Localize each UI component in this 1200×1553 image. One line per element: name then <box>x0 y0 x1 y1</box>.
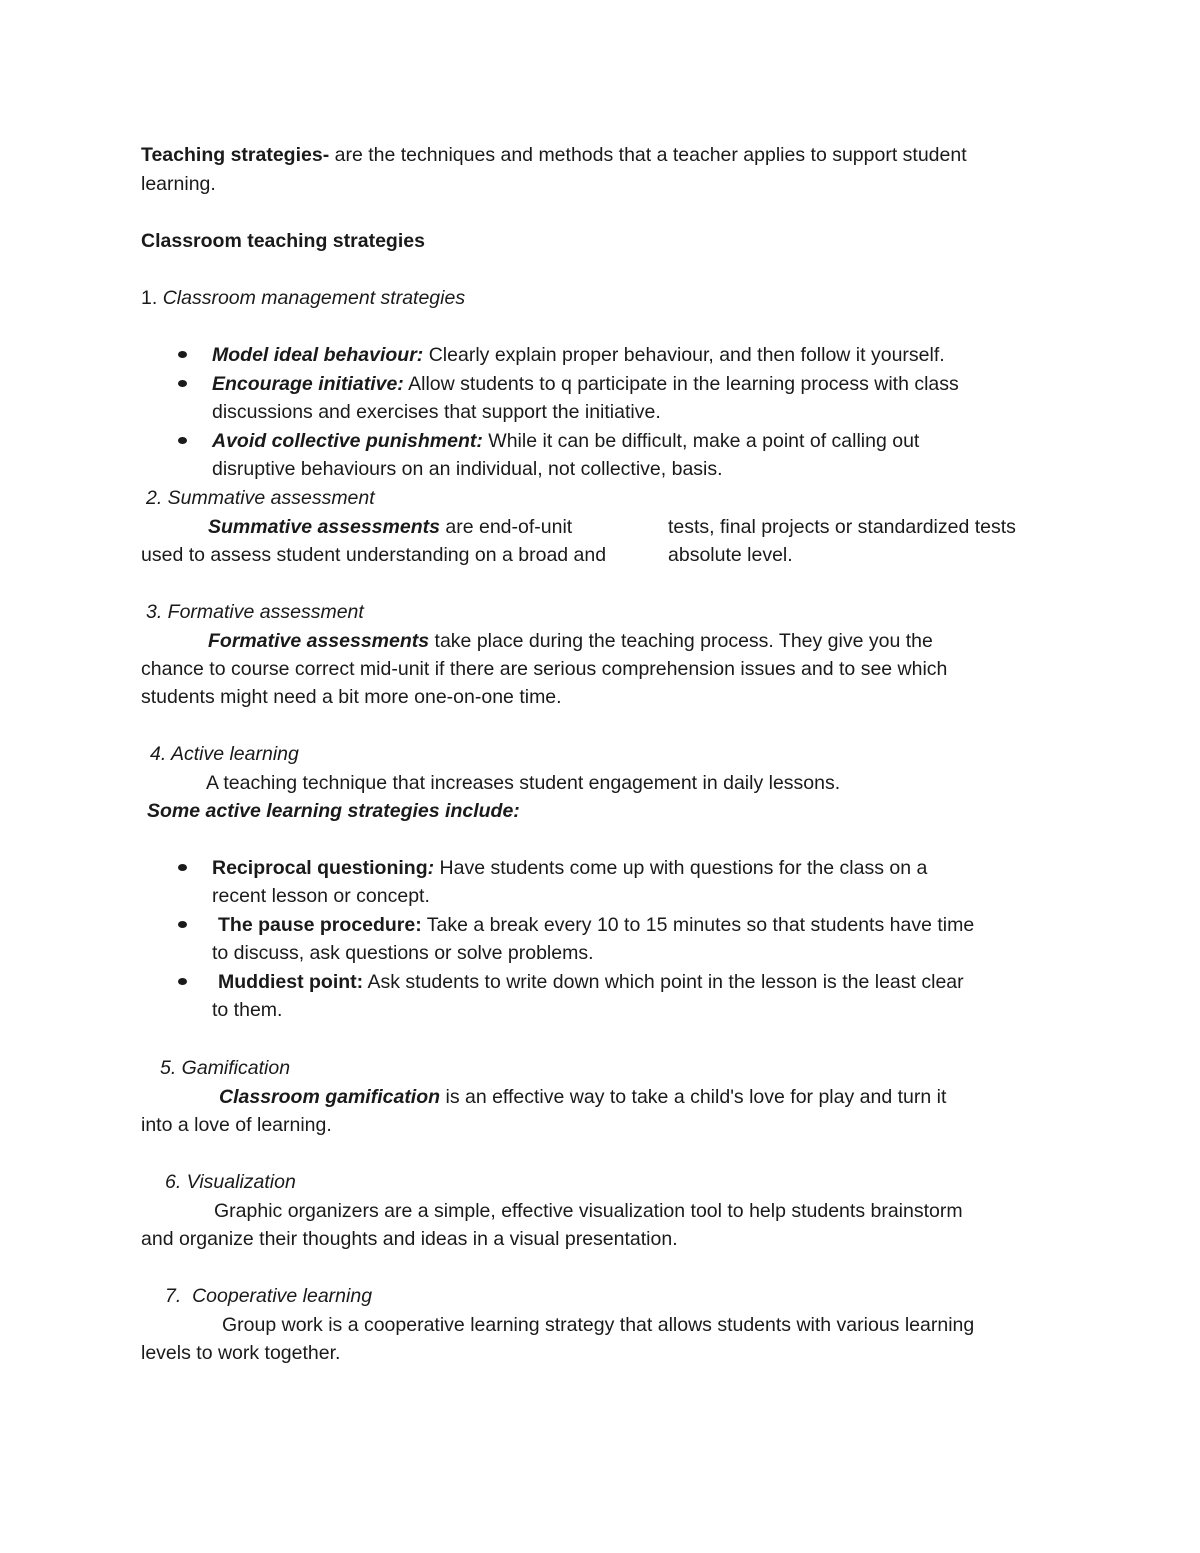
intro-text: are the techniques and methods that a teacher applies to support student <box>329 144 967 166</box>
section-1-title: 1. Classroom management strategies <box>141 287 466 309</box>
summative-line-2: used to assess student understanding on a broad and <box>141 544 607 566</box>
bullet-pause-procedure: The pause procedure: Take a break every 10 to 15 minutes so that students have time <box>218 914 975 936</box>
section-2-title: 2. Summative assessment <box>146 487 375 509</box>
bullet-reciprocal-questioning: Reciprocal questioning: Have students come up with questions for the class on a <box>212 857 928 879</box>
section-5-title: 5. Gamification <box>160 1057 291 1079</box>
bullet-icon <box>178 351 187 358</box>
bullet-model-behaviour: Model ideal behaviour: Clearly explain proper behaviour, and then follow it yourself. <box>212 344 945 366</box>
formative-line-1: Formative assessments take place during the teaching process. They give you the <box>208 630 933 652</box>
bullet-avoid-punishment: Avoid collective punishment: While it can be difficult, make a point of calling out <box>212 430 920 452</box>
formative-line-3: students might need a bit more one-on-one time. <box>141 686 562 708</box>
visualization-line-2: and organize their thoughts and ideas in a visual presentation. <box>141 1228 678 1250</box>
bullet-muddiest-point-cont: to them. <box>212 999 283 1021</box>
cooperative-line-2: levels to work together. <box>141 1342 341 1364</box>
bullet-muddiest-point: Muddiest point: Ask students to write down which point in the lesson is the least clear <box>218 971 964 993</box>
visualization-line-1: Graphic organizers are a simple, effective visualization tool to help students brainstorm <box>214 1200 963 1222</box>
section-heading: Classroom teaching strategies <box>141 230 425 252</box>
intro-term: Teaching strategies- <box>141 144 330 166</box>
summative-line-1: Summative assessments are end-of-unit <box>208 516 573 538</box>
bullet-encourage-initiative: Encourage initiative: Allow students to q participate in the learning process with class <box>212 373 959 395</box>
summative-line-2b: absolute level. <box>668 544 793 566</box>
section-4-title: 4. Active learning <box>150 743 299 765</box>
bullet-encourage-initiative-cont: discussions and exercises that support the initiative. <box>212 401 661 423</box>
cooperative-line-1: Group work is a cooperative learning strategy that allows students with various learning <box>222 1314 975 1336</box>
bullet-icon <box>178 864 187 871</box>
section-7-title: 7. Cooperative learning <box>165 1285 373 1307</box>
summative-line-1b: tests, final projects or standardized tests <box>668 516 1016 538</box>
active-learning-subhead: Some active learning strategies include: <box>147 800 520 822</box>
bullet-icon <box>178 978 187 985</box>
bullet-icon <box>178 380 187 387</box>
bullet-avoid-punishment-cont: disruptive behaviours on an individual, not collective, basis. <box>212 458 723 480</box>
intro-line-1 <box>141 141 967 169</box>
section-3-title: 3. Formative assessment <box>146 601 364 623</box>
section-6-title: 6. Visualization <box>165 1171 296 1193</box>
active-learning-text: A teaching technique that increases student engagement in daily lessons. <box>206 772 841 794</box>
gamification-line-1: Classroom gamification is an effective way to take a child's love for play and turn it <box>219 1086 947 1108</box>
bullet-icon <box>178 437 187 444</box>
intro-line-2: learning. <box>141 173 216 195</box>
formative-line-2: chance to course correct mid-unit if there are serious comprehension issues and to see which <box>141 658 948 680</box>
bullet-reciprocal-questioning-cont: recent lesson or concept. <box>212 885 430 907</box>
bullet-pause-procedure-cont: to discuss, ask questions or solve problems. <box>212 942 594 964</box>
gamification-line-2: into a love of learning. <box>141 1114 332 1136</box>
bullet-icon <box>178 921 187 928</box>
